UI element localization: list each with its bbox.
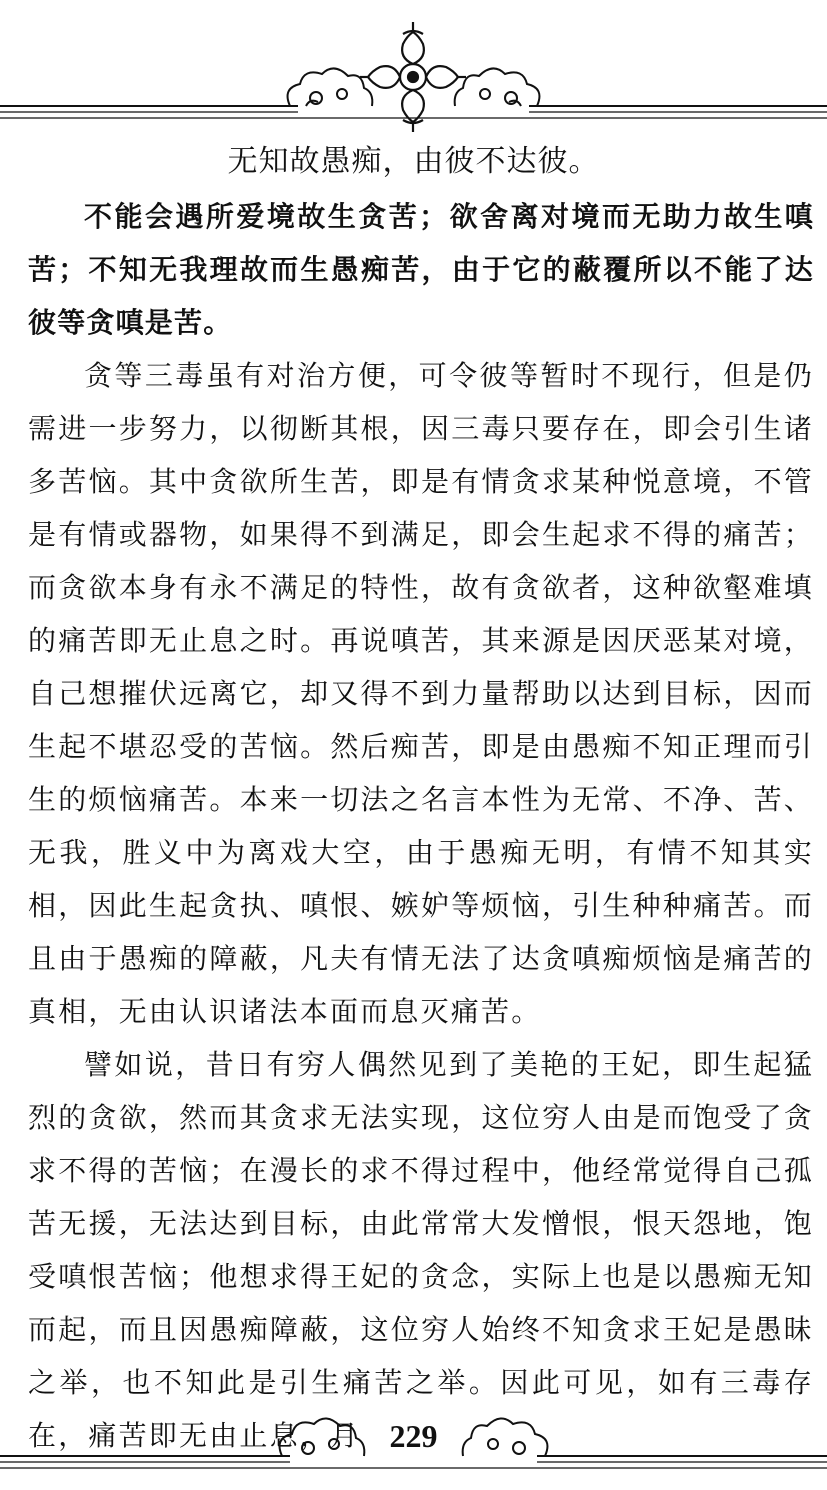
vajra-dorje-icon [0, 0, 827, 135]
body-text [28, 190, 814, 1462]
verse-title: 无知故愚痴，由彼不达彼。 [227, 144, 600, 179]
commentary-bold-paragraph: 不能会遇所爱境故生贪苦；欲舍离对境而无助力故生嗔苦；不知无我理故而生愚痴苦，由于它的蔽覆所以不能了达彼等贪嗔是苦。 [28, 200, 814, 339]
paragraph-2: 譬如说，昔日有穷人偶然见到了美艳的王妃，即生起猛烈的贪欲，然而其贪求无法实现，这位穷人由是而饱受了贪求不得的苦恼；在漫长的求不得过程中，他经常觉得自己孤苦无援，无法达到目标，由此常常大发憎恨，恨天怨地，饱受嗔恨苦恼；他想求得王妃的贪念，实际上也是以愚痴无知而起，而且因愚痴障蔽，这位穷人始终不知贪求王妃是愚昧之举，也不知此是引生痛苦之举。因此可见，如有三毒存在，痛苦即无由止息，月 [28, 1048, 814, 1452]
page-header-ornament [0, 0, 827, 135]
paragraph-1: 贪等三毒虽有对治方便，可令彼等暂时不现行，但是仍需进一步努力，以彻断其根，因三毒只要存在，即会引生诸多苦恼。其中贪欲所生苦，即是有情贪求某种悦意境，不管是有情或器物，如果得不到满足，即会生起求不得的痛苦；而贪欲本身有永不满足的特性，故有贪欲者，这种欲壑难填的痛苦即无止息之时。再说嗔苦，其来源是因厌恶某对境，自己想摧伏远离它，却又得不到力量帮助以达到目标，因而生起不堪忍受的苦恼。然后痴苦，即是由愚痴不知正理而引生的烦恼痛苦。本来一切法之名言本性为无常、不净、苦、无我，胜义中为离戏大空，由于愚痴无明，有情不知其实相，因此生起贪执、嗔恨、嫉妒等烦恼，引生种种痛苦。而且由于愚痴的障蔽，凡夫有情无法了达贪嗔痴烦恼是痛苦的真相，无由认识诸法本面而息灭痛苦。 [28, 359, 814, 1028]
page-number: 229 [389, 1418, 438, 1454]
